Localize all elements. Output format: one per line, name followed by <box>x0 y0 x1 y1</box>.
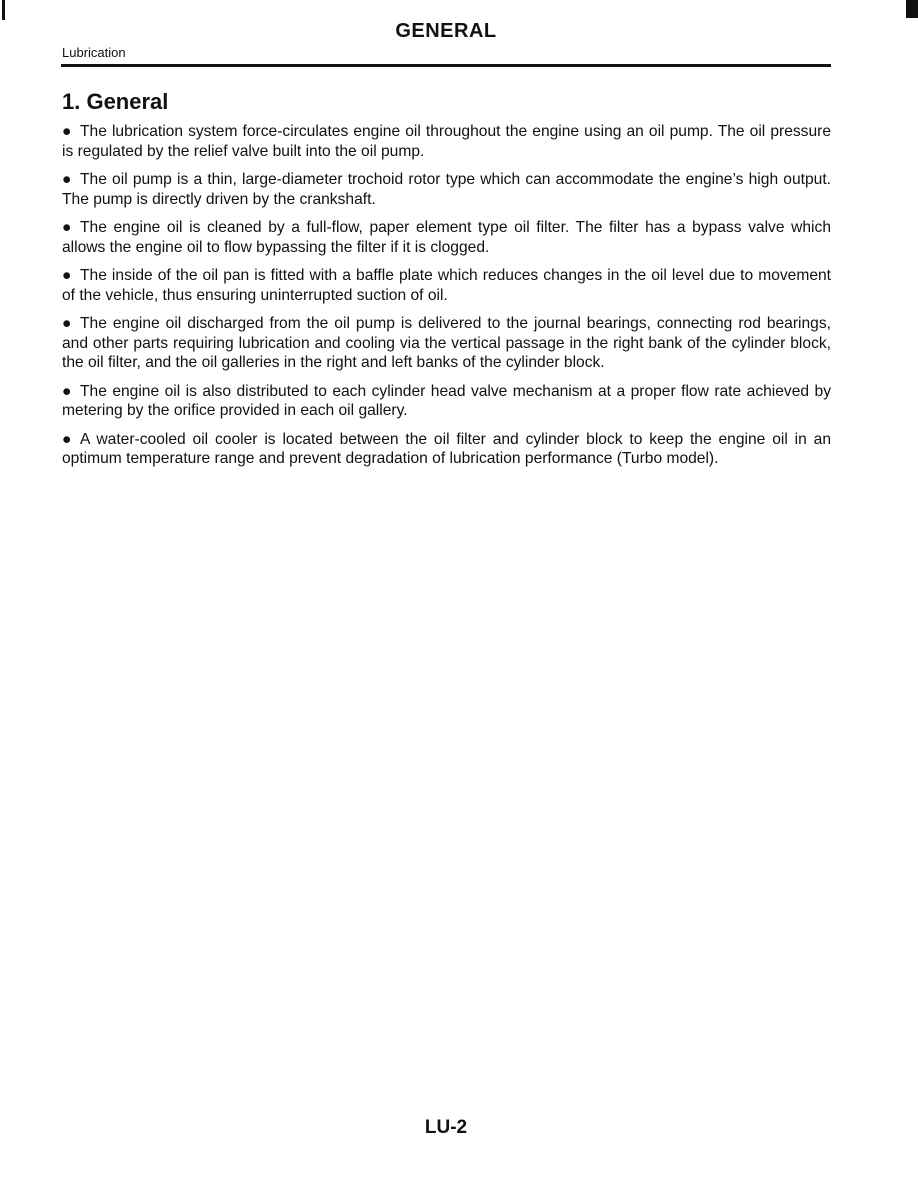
scan-edge-mark-right <box>906 0 918 18</box>
paragraph-1 <box>62 122 831 161</box>
header-divider <box>61 64 831 67</box>
scan-edge-mark-left <box>2 0 5 20</box>
page-number: LU-2 <box>424 1117 468 1138</box>
paragraph-5 <box>62 314 831 373</box>
page-header-title: GENERAL <box>395 20 497 42</box>
bullet-icon: ● <box>62 219 72 236</box>
paragraph-text: The engine oil is also distributed to each cylinder head valve mechanism at a proper flow rate achieved by metering by the orifice provided in each oil gallery. <box>62 382 831 419</box>
section-heading: 1. General <box>62 89 169 114</box>
paragraph-text: The inside of the oil pan is fitted with a baffle plate which reduces changes in the oil level due to movement of the vehicle, thus ensuring uninterrupted suction of oil. <box>62 267 831 304</box>
paragraph-2 <box>62 170 831 209</box>
paragraph-3 <box>62 218 831 257</box>
bullet-icon: ● <box>62 123 72 140</box>
paragraph-list <box>62 122 831 478</box>
bullet-icon: ● <box>62 267 72 284</box>
paragraph-text: A water-cooled oil cooler is located between the oil filter and cylinder block to keep the engine oil in an optimum temperature range and prevent degradation of lubrication performance (Turbo model). <box>62 430 831 467</box>
paragraph-text: The engine oil discharged from the oil pump is delivered to the journal bearings, connecting rod bearings, and other parts requiring lubrication and cooling via the vertical passage in the right bank of the cylinder block, the oil filter, and the oil galleries in the right and left banks of the cylinder block. <box>62 315 831 371</box>
paragraph-7 <box>62 430 831 469</box>
bullet-icon: ● <box>62 315 72 332</box>
bullet-icon: ● <box>62 171 72 188</box>
paragraph-text: The engine oil is cleaned by a full-flow, paper element type oil filter. The filter has a bypass valve which allows the engine oil to flow bypassing the filter if it is clogged. <box>62 219 831 256</box>
bullet-icon: ● <box>62 382 72 400</box>
paragraph-4 <box>62 266 831 305</box>
paragraph-text: The lubrication system force-circulates engine oil throughout the engine using an oil pump. The oil pressure is regulated by the relief valve built into the oil pump. <box>62 123 831 160</box>
paragraph-6 <box>62 382 831 421</box>
paragraph-text: The oil pump is a thin, large-diameter trochoid rotor type which can accommodate the engine’s high output. The pump is directly driven by the crankshaft. <box>62 171 831 208</box>
bullet-icon: ● <box>62 430 72 448</box>
page-header-subtitle: Lubrication <box>62 45 126 60</box>
